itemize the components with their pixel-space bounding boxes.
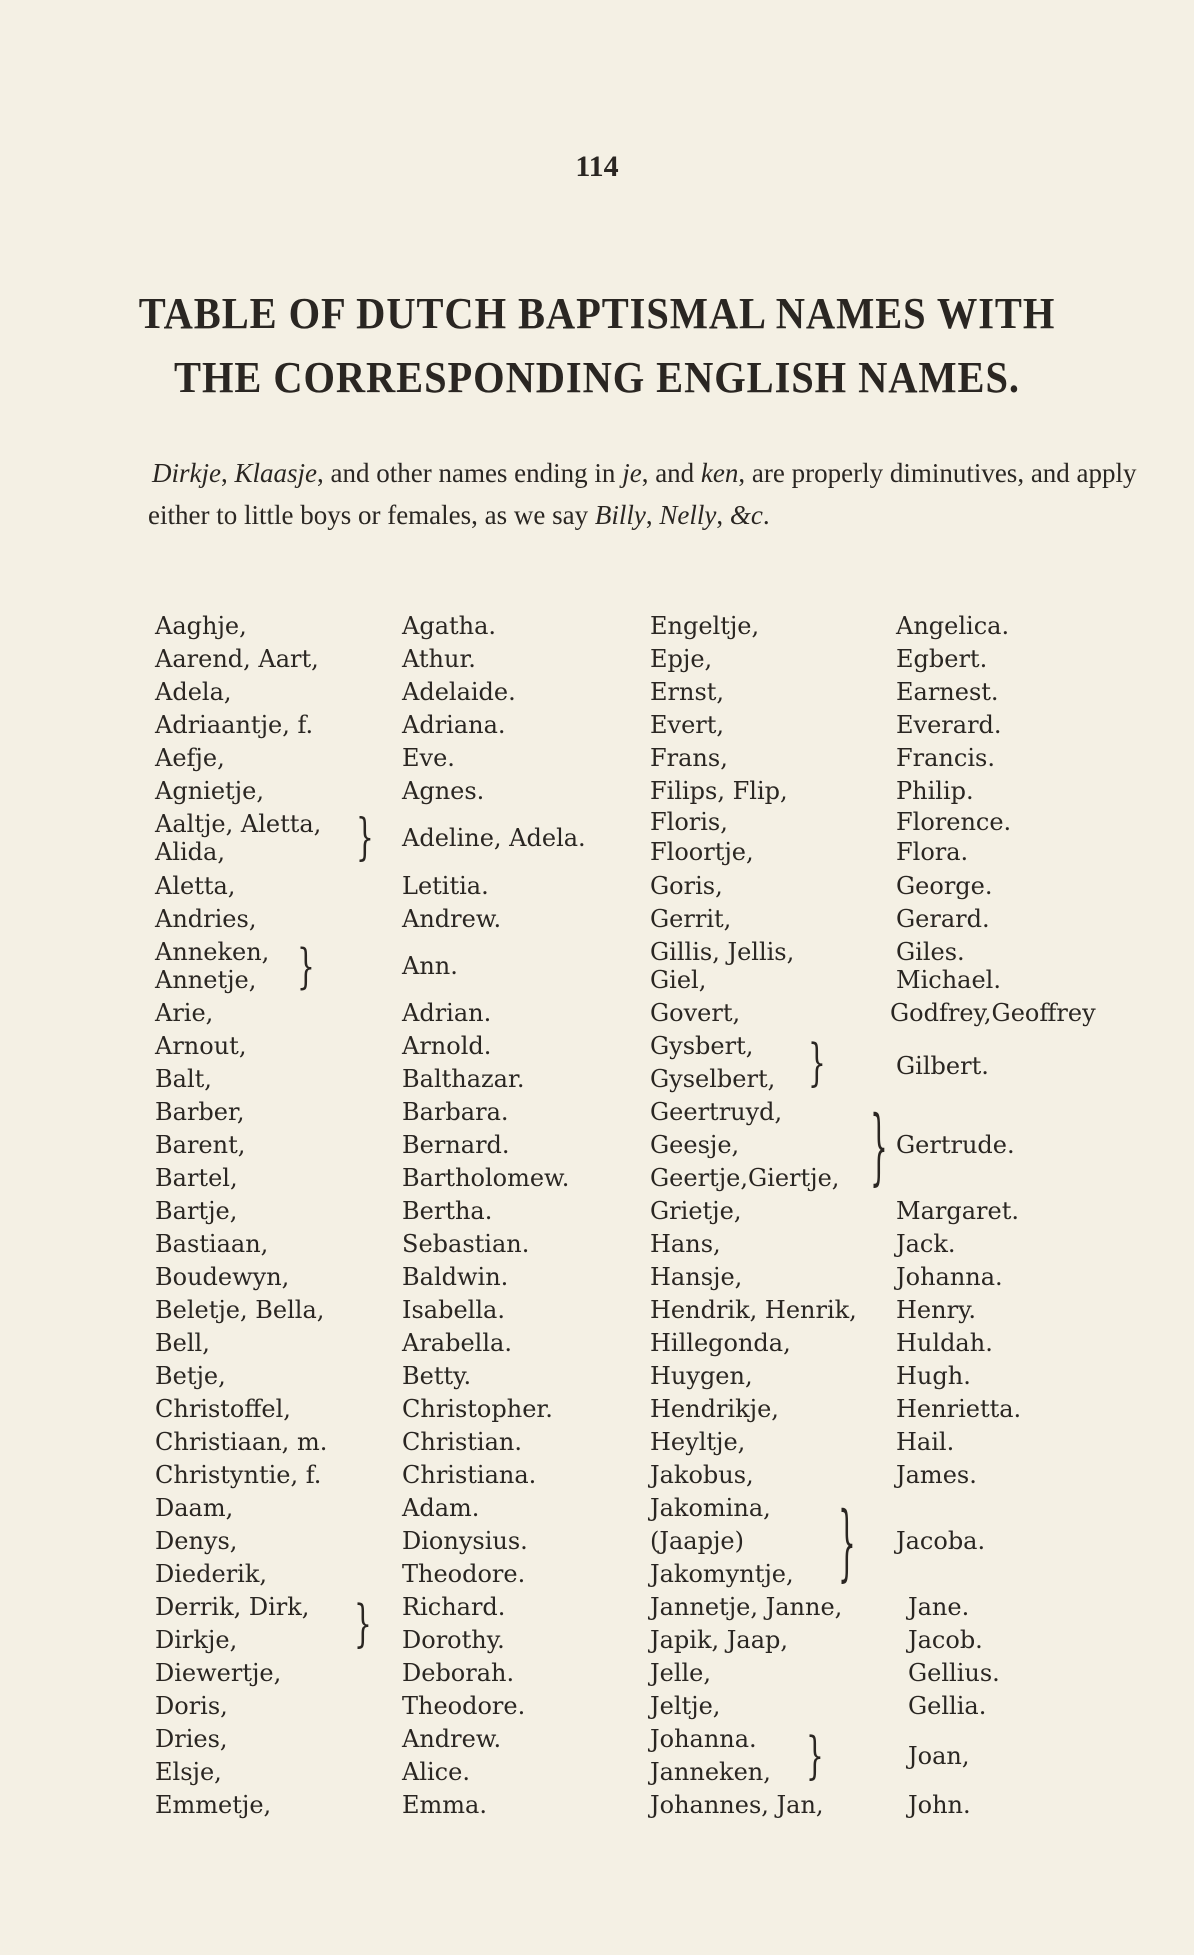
right-dutch-entry: Jannetje, Janne, [650, 1593, 843, 1621]
right-english-entry: Florence. [896, 808, 1012, 836]
right-english-entry: Everard. [896, 711, 1002, 739]
left-english-entry: Adriana. [402, 711, 506, 739]
right-dutch-entry: Engeltje, [650, 612, 760, 640]
left-english-entry: Bertha. [402, 1197, 493, 1225]
left-dutch-entry: Emmetje, [155, 1791, 272, 1819]
right-dutch-entry: Geesje, [650, 1131, 740, 1159]
intro-text: , [716, 500, 730, 530]
intro-text: , [220, 458, 235, 488]
grouping-brace: } [354, 1593, 372, 1654]
intro-italic: Dirkje [152, 458, 221, 488]
right-dutch-entry: Gysbert, [650, 1032, 754, 1060]
right-english-entry: Jacoba. [896, 1527, 986, 1555]
left-dutch-entry: Alida, [155, 838, 225, 866]
right-english-entry: Gilbert. [896, 1052, 989, 1080]
left-dutch-entry: Christiaan, m. [155, 1428, 328, 1456]
right-english-entry: Michael. [896, 966, 1001, 994]
left-dutch-entry: Bastiaan, [155, 1230, 269, 1258]
left-dutch-entry: Anneken, [155, 938, 270, 966]
right-dutch-entry: Japik, Jaap, [650, 1626, 788, 1654]
left-dutch-entry: Doris, [155, 1692, 228, 1720]
left-dutch-entry: Adriaantje, f. [155, 711, 314, 739]
right-dutch-entry: Geertje,Giertje, [650, 1164, 840, 1192]
left-dutch-entry: Bartel, [155, 1164, 238, 1192]
left-english-entry: Bartholomew. [402, 1164, 570, 1192]
right-english-entry: Jack. [896, 1230, 956, 1258]
left-dutch-entry: Aletta, [155, 872, 236, 900]
left-english-entry: Christiana. [402, 1461, 537, 1489]
right-dutch-entry: Geertruyd, [650, 1098, 783, 1126]
left-english-entry: Richard. [402, 1593, 506, 1621]
left-dutch-entry: Andries, [155, 905, 257, 933]
right-english-entry: Gellius. [908, 1659, 1000, 1687]
left-dutch-entry: Derrik, Dirk, [155, 1593, 310, 1621]
right-english-entry: Gellia. [908, 1692, 987, 1720]
intro-text: , and other names ending in [317, 458, 623, 488]
left-dutch-entry: Christyntie, f. [155, 1461, 322, 1489]
right-english-entry: Jacob. [908, 1626, 983, 1654]
left-dutch-entry: Balt, [155, 1065, 212, 1093]
left-dutch-entry: Dries, [155, 1725, 228, 1753]
right-dutch-entry: Janneken, [650, 1758, 771, 1786]
right-dutch-entry: Hendrik, Henrik, [650, 1296, 857, 1324]
right-english-entry: John. [908, 1791, 971, 1819]
left-english-entry: Barbara. [402, 1098, 509, 1126]
right-dutch-entry: Hillegonda, [650, 1329, 791, 1357]
left-dutch-entry: Arie, [155, 999, 214, 1027]
left-english-entry: Agatha. [402, 612, 497, 640]
right-english-entry: Gertrude. [896, 1131, 1015, 1159]
grouping-brace: } [838, 1494, 856, 1592]
left-dutch-entry: Bartje, [155, 1197, 238, 1225]
left-dutch-entry: Beletje, Bella, [155, 1296, 325, 1324]
left-english-entry: Adelaide. [402, 678, 516, 706]
left-english-entry: Eve. [402, 744, 455, 772]
right-english-entry: Philip. [896, 777, 974, 805]
title-line-2: THE CORRESPONDING ENGLISH NAMES. [174, 353, 1020, 402]
page-number: 114 [575, 150, 619, 183]
right-dutch-entry: Epje, [650, 645, 713, 673]
right-english-entry: Angelica. [896, 612, 1010, 640]
left-dutch-entry: Daam, [155, 1494, 234, 1522]
right-dutch-entry: Heyltje, [650, 1428, 746, 1456]
right-dutch-entry: Ernst, [650, 678, 725, 706]
left-dutch-entry: Aefje, [155, 744, 225, 772]
right-dutch-entry: Goris, [650, 872, 723, 900]
right-english-entry: Jane. [908, 1593, 970, 1621]
right-english-entry: Henry. [896, 1296, 977, 1324]
left-dutch-entry: Aarend, Aart, [155, 645, 319, 673]
grouping-brace: } [870, 1098, 888, 1196]
left-dutch-entry: Agnietje, [155, 777, 264, 805]
grouping-brace: } [297, 937, 315, 995]
right-english-entry: Francis. [896, 744, 995, 772]
left-english-entry: Sebastian. [402, 1230, 530, 1258]
left-english-entry: Adeline, Adela. [402, 824, 586, 852]
left-dutch-entry: Denys, [155, 1527, 238, 1555]
right-dutch-entry: Frans, [650, 744, 728, 772]
right-dutch-entry: Jakomina, [650, 1494, 771, 1522]
right-english-entry: Gerard. [896, 905, 990, 933]
left-dutch-entry: Bell, [155, 1329, 210, 1357]
grouping-brace: } [356, 808, 374, 867]
right-english-entry: Egbert. [896, 645, 988, 673]
left-english-entry: Arabella. [402, 1329, 512, 1357]
right-english-entry: Henrietta. [896, 1395, 1022, 1423]
grouping-brace: } [808, 1032, 826, 1093]
left-english-entry: Baldwin. [402, 1263, 509, 1291]
right-dutch-entry: Hendrikje, [650, 1395, 779, 1423]
left-english-entry: Letitia. [402, 872, 489, 900]
right-dutch-entry: Jakomyntje, [650, 1560, 794, 1588]
left-english-entry: Bernard. [402, 1131, 510, 1159]
right-dutch-entry: Gyselbert, [650, 1065, 776, 1093]
right-english-entry: Giles. [896, 938, 965, 966]
left-english-entry: Betty. [402, 1362, 472, 1390]
right-english-entry: Earnest. [896, 678, 999, 706]
left-dutch-entry: Aaghje, [155, 612, 247, 640]
right-dutch-entry: Grietje, [650, 1197, 742, 1225]
intro-italic: ken [700, 458, 739, 488]
left-english-entry: Emma. [402, 1791, 487, 1819]
left-english-entry: Athur. [402, 645, 476, 673]
left-english-entry: Christian. [402, 1428, 522, 1456]
right-english-entry: Hugh. [896, 1362, 971, 1390]
right-english-entry: George. [896, 872, 993, 900]
right-dutch-entry: Filips, Flip, [650, 777, 788, 805]
left-english-entry: Isabella. [402, 1296, 505, 1324]
left-dutch-entry: Diewertje, [155, 1659, 282, 1687]
right-dutch-entry: Jakobus, [650, 1461, 754, 1489]
intro-italic: Nelly [659, 500, 717, 530]
left-english-entry: Ann. [402, 952, 458, 980]
left-english-entry: Andrew. [402, 1725, 502, 1753]
left-dutch-entry: Aaltje, Aletta, [155, 810, 322, 838]
left-english-entry: Agnes. [402, 777, 485, 805]
intro-text: . [762, 500, 770, 530]
intro-italic: je [622, 458, 642, 488]
right-english-entry: Johanna. [896, 1263, 1003, 1291]
right-dutch-entry: Hans, [650, 1230, 721, 1258]
left-english-entry: Balthazar. [402, 1065, 525, 1093]
right-english-entry: Huldah. [896, 1329, 993, 1357]
left-dutch-entry: Barent, [155, 1131, 246, 1159]
right-english-entry: Margaret. [896, 1197, 1019, 1225]
right-dutch-entry: Floortje, [650, 838, 754, 866]
intro-text: , [645, 500, 660, 530]
left-dutch-entry: Arnout, [155, 1032, 247, 1060]
left-dutch-entry: Elsje, [155, 1758, 222, 1786]
right-dutch-entry: Johanna. [650, 1725, 757, 1753]
table-title [103, 282, 1091, 410]
left-english-entry: Dorothy. [402, 1626, 505, 1654]
right-dutch-entry: Johannes, Jan, [650, 1791, 824, 1819]
left-dutch-entry: Barber, [155, 1098, 245, 1126]
right-dutch-entry: Hansje, [650, 1263, 743, 1291]
intro-text: , and [641, 458, 701, 488]
left-english-entry: Dionysius. [402, 1527, 528, 1555]
right-dutch-entry: Evert, [650, 711, 725, 739]
left-dutch-entry: Christoffel, [155, 1395, 291, 1423]
intro-italic: Billy [594, 500, 646, 530]
left-dutch-entry: Betje, [155, 1362, 226, 1390]
intro-italic: &c [729, 500, 763, 530]
left-english-entry: Christopher. [402, 1395, 553, 1423]
left-english-entry: Alice. [402, 1758, 470, 1786]
grouping-brace: } [806, 1725, 824, 1786]
right-dutch-entry: Gillis, Jellis, [650, 938, 795, 966]
right-dutch-entry: Giel, [650, 966, 707, 994]
left-english-entry: Adam. [402, 1494, 480, 1522]
intro-paragraph [148, 452, 1148, 536]
left-dutch-entry: Annetje, [155, 966, 257, 994]
left-dutch-entry: Diederik, [155, 1560, 268, 1588]
left-dutch-entry: Boudewyn, [155, 1263, 290, 1291]
right-dutch-entry: Jeltje, [650, 1692, 721, 1720]
left-dutch-entry: Dirkje, [155, 1626, 238, 1654]
right-english-entry: Joan, [908, 1742, 970, 1770]
right-english-entry: Hail. [896, 1428, 955, 1456]
left-english-entry: Arnold. [402, 1032, 492, 1060]
left-english-entry: Theodore. [402, 1692, 526, 1720]
right-english-entry: James. [896, 1461, 977, 1489]
right-dutch-entry: Floris, [650, 808, 728, 836]
title-line-1: TABLE OF DUTCH BAPTISMAL NAMES WITH [138, 289, 1056, 338]
left-english-entry: Adrian. [402, 999, 492, 1027]
intro-italic: Klaasje [234, 458, 317, 488]
right-dutch-entry: Gerrit, [650, 905, 732, 933]
intro-text: , are properly diminutives, and apply either to little boys or females, as we say [148, 458, 1137, 530]
left-english-entry: Theodore. [402, 1560, 526, 1588]
right-dutch-entry: Govert, [650, 999, 741, 1027]
right-english-entry: Godfrey,Geoffrey [890, 999, 1096, 1027]
right-dutch-entry: (Jaapje) [650, 1527, 744, 1555]
left-english-entry: Andrew. [402, 905, 502, 933]
right-dutch-entry: Huygen, [650, 1362, 753, 1390]
left-english-entry: Deborah. [402, 1659, 515, 1687]
left-dutch-entry: Adela, [155, 678, 232, 706]
right-dutch-entry: Jelle, [650, 1659, 712, 1687]
right-english-entry: Flora. [896, 838, 969, 866]
